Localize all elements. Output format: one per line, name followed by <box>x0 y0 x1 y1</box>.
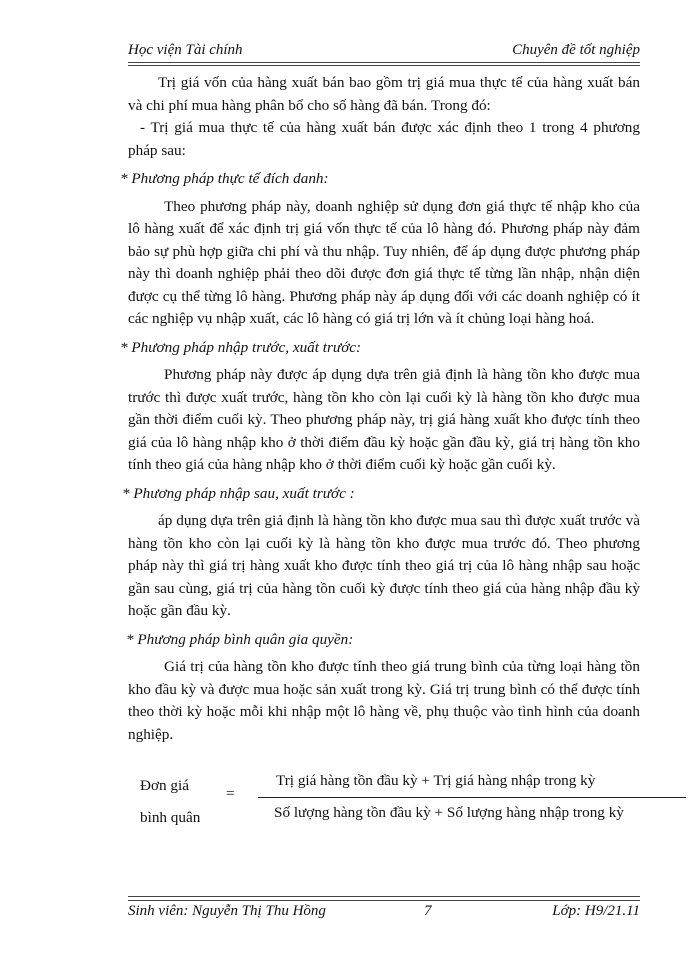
formula-lhs-line2: bình quân <box>140 809 201 826</box>
paragraph-lifo: áp dụng dựa trên giả định là hàng tồn kho được mua sau thì được xuất trước và hàng tồn kho còn lại cuối kỳ là hàng tồn kho được mua trước đó. Theo phương pháp này thì giá trị hàng xuất kho được tính theo giá trị của lô hàng nhập sau hoặc gần sau cùng, giá trị của hàng tồn cuối kỳ được tính theo giá của hàng nhập đầu kỳ hoặc gần đầu kỳ. <box>128 512 640 619</box>
footer-class-code: Lớp: H9/21.11 <box>552 903 640 919</box>
paragraph-specific-identification: Theo phương pháp này, doanh nghiệp sử dụng đơn giá thực tế nhập kho của lô hàng xuất để xác định trị giá vốn thực tế của lô hàng đó. Phương pháp này đảm bảo sự phù hợp giữa chi phí và thu nhập. Tuy nhiên, để áp dụng được phương pháp này thì doanh nghiệp phải theo dõi được đơn giá thực tế từng lần nhập, nhận diện được cụ thể từng lô hàng. Phương pháp này áp dụng đối với các doanh nghiệp có ít các nghiệp vụ nhập xuất, các lô hàng có giá trị lớn và ít chủng loại hàng hoá. <box>128 197 640 327</box>
document-body <box>120 72 640 746</box>
header-institution: Học viện Tài chính <box>128 42 243 58</box>
footer-page-number: 7 <box>424 903 432 919</box>
fraction-bar <box>258 797 686 798</box>
section-heading-specific-identification: * Phương pháp thực tế đích danh: <box>120 170 329 187</box>
intro-paragraph: Trị giá vốn của hàng xuất bán bao gồm trị giá mua thực tế của hàng xuất bán và chi phí mua hàng phân bổ cho số hàng đã bán. Trong đó: <box>128 74 640 114</box>
formula-equals-sign: = <box>226 785 235 802</box>
formula-numerator: Trị giá hàng tồn đầu kỳ + Trị giá hàng nhập trong kỳ <box>276 772 596 789</box>
formula-lhs-line1: Đơn giá <box>140 777 189 794</box>
section-heading-fifo: * Phương pháp nhập trước, xuất trước: <box>120 338 362 356</box>
paragraph-weighted-average: Giá trị của hàng tồn kho được tính theo giá trung bình của từng loại hàng tồn kho đầu kỳ và được mua hoặc sản xuất trong kỳ. Giá trị trung bình có thể được tính theo thời kỳ hoặc mỗi khi nhập một lô hàng về, phụ thuộc vào tình hình của doanh nghiệp. <box>128 658 640 743</box>
formula-denominator: Số lượng hàng tồn đầu kỳ + Số lượng hàng nhập trong kỳ <box>274 804 624 821</box>
intro-list-item: - Trị giá mua thực tế của hàng xuất bán được xác định theo 1 trong 4 phương pháp sau: <box>128 119 640 159</box>
paragraph-fifo: Phương pháp này được áp dụng dựa trên giả định là hàng tồn kho được mua trước thì được xuất trước, hàng tồn kho còn lại cuối kỳ là hàng tồn kho được mua gần thời điểm cuối kỳ. Theo phương pháp này, trị giá hàng xuất kho được tính theo giá của lô hàng nhập kho ở thời điểm đầu kỳ hoặc gần đầu kỳ, giá trị hàng tồn kho tính theo giá của hàng nhập kho ở thời điểm cuối kỳ hoặc gần cuối kỳ. <box>128 366 640 473</box>
section-heading-lifo: * Phương pháp nhập sau, xuất trước : <box>122 484 355 502</box>
page-footer <box>128 896 640 921</box>
section-heading-weighted-average: * Phương pháp bình quân gia quyền: <box>126 630 354 648</box>
footer-student-name: Sinh viên: Nguyễn Thị Thu Hồng <box>128 903 326 919</box>
header-document-type: Chuyên đề tốt nghiệp <box>512 42 640 58</box>
weighted-average-formula <box>128 768 688 838</box>
formula-lhs <box>140 770 200 834</box>
page-header <box>128 40 640 63</box>
